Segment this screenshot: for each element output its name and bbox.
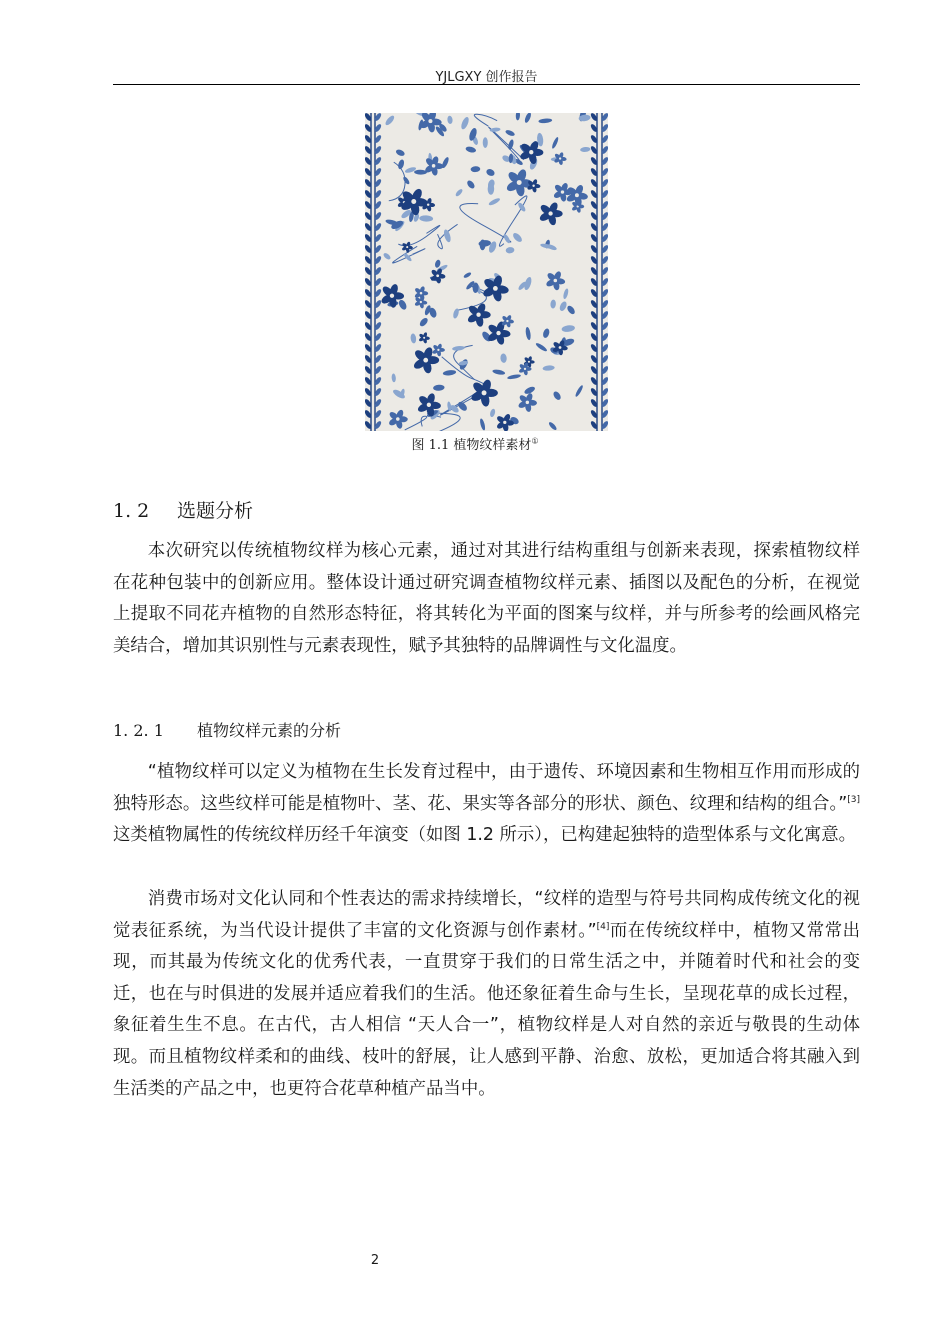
flower-center xyxy=(554,279,558,283)
flower-center xyxy=(432,164,436,168)
paragraph-1 xyxy=(113,757,860,852)
page-number: 2 xyxy=(370,1253,380,1268)
header-rule xyxy=(113,84,860,85)
flower-center xyxy=(427,403,431,407)
flower-center xyxy=(559,157,561,159)
figure-caption-text: 图 1.1 植物纹样素材 xyxy=(411,438,532,453)
footnote-mark: ① xyxy=(531,436,539,446)
running-header: YJLGXY 创作报告 xyxy=(435,70,538,85)
paragraph-2-text: 而在传统纹样中，植物又常常出现，而其最为传统文化的优秀代表，一直贯穿于我们的日常生活之中，并随着时代和社会的变迁，也在与时俱进的发展并适应着我们的生活。他还象征着生命与生长，呈现花草的成长过程，象征着生生不息。在古代，古人相信 “天人合一”，植物纹样是人对自然的亲近与敬畏的生动体现。而且植物纹样柔和的曲线、枝叶的舒展，让人感到平静、治愈、放松，更加适合将其融入到生活类的产品之中，也更符合花草种植产品当中。 xyxy=(113,920,860,1099)
flower-center xyxy=(528,361,530,363)
flower-center xyxy=(526,401,529,404)
paragraph-1-text: 这类植物属性的传统纹样历经千年演变（如图 1.2 所示），已构建起独特的造型体系与文化寓意。 xyxy=(113,825,857,846)
flower-center xyxy=(493,286,498,291)
section-intro-paragraph: 本次研究以传统植物纹样为核心元素，通过对其进行结构重组与创新来表现，探索植物纹样在花种包装中的创新应用。整体设计通过研究调查植物纹样元素、插图以及配色的分析，在视觉上提取不同花卉植物的自然形态特征，将其转化为平面的图案与纹样，并与所参考的绘画风格完美结合，增加其识别性与元素表现性，赋予其独特的品牌调性与文化温度。 xyxy=(113,541,860,656)
flower-center xyxy=(506,320,508,322)
figure-caption xyxy=(0,434,950,453)
flower-center xyxy=(561,190,564,193)
flower-center xyxy=(423,337,425,339)
flower-center xyxy=(396,417,400,421)
flower-center xyxy=(411,199,416,204)
subsection-number: 1. 2. 1 xyxy=(113,721,164,740)
flower-center xyxy=(427,203,429,205)
flower-center xyxy=(496,331,500,335)
plant-pattern-image xyxy=(365,113,608,431)
flower-center xyxy=(436,274,439,277)
flower-center xyxy=(476,313,480,317)
section-heading xyxy=(113,496,253,523)
paragraph-2-quote: 消费市场对文化认同和个性表达的需求持续增长，“纹样的造型与符号共同构成传统文化的视觉表征系统，为当代设计提供了丰富的文化资源与创作素材。” xyxy=(113,889,860,941)
subsection-title: 植物纹样元素的分析 xyxy=(197,721,342,740)
flower-center xyxy=(548,211,552,215)
flower-center xyxy=(575,193,579,197)
paragraph-1-quote: “植物纹样可以定义为植物在生长发育过程中，由于遗传、环境因素和生物相互作用而形成的独特形态。这些纹样可能是植物叶、茎、花、果实等各部分的形状、颜色、纹理和结构的组合。” xyxy=(113,762,860,814)
section-number: 1. 2 xyxy=(113,500,150,522)
flower-center xyxy=(437,349,439,351)
flower-center xyxy=(482,390,487,395)
flower-center xyxy=(390,294,394,298)
figure-plant-pattern xyxy=(365,113,608,431)
flower-center xyxy=(559,346,562,349)
flower-center xyxy=(503,421,506,424)
paragraph-2 xyxy=(113,884,860,1105)
flower-center xyxy=(529,150,533,154)
flower-center xyxy=(423,358,428,363)
flower-center xyxy=(406,246,408,248)
flower-center xyxy=(532,184,534,186)
citation-3: [3] xyxy=(847,794,860,805)
flower-center xyxy=(524,368,526,370)
flower-center xyxy=(420,292,423,295)
section-title: 选题分析 xyxy=(177,500,254,522)
subsection-heading xyxy=(113,718,341,741)
citation-4: [4] xyxy=(596,921,610,932)
flower-center xyxy=(517,180,522,185)
leaf xyxy=(483,137,488,148)
flower-center xyxy=(428,119,432,123)
flower-center xyxy=(420,301,422,303)
